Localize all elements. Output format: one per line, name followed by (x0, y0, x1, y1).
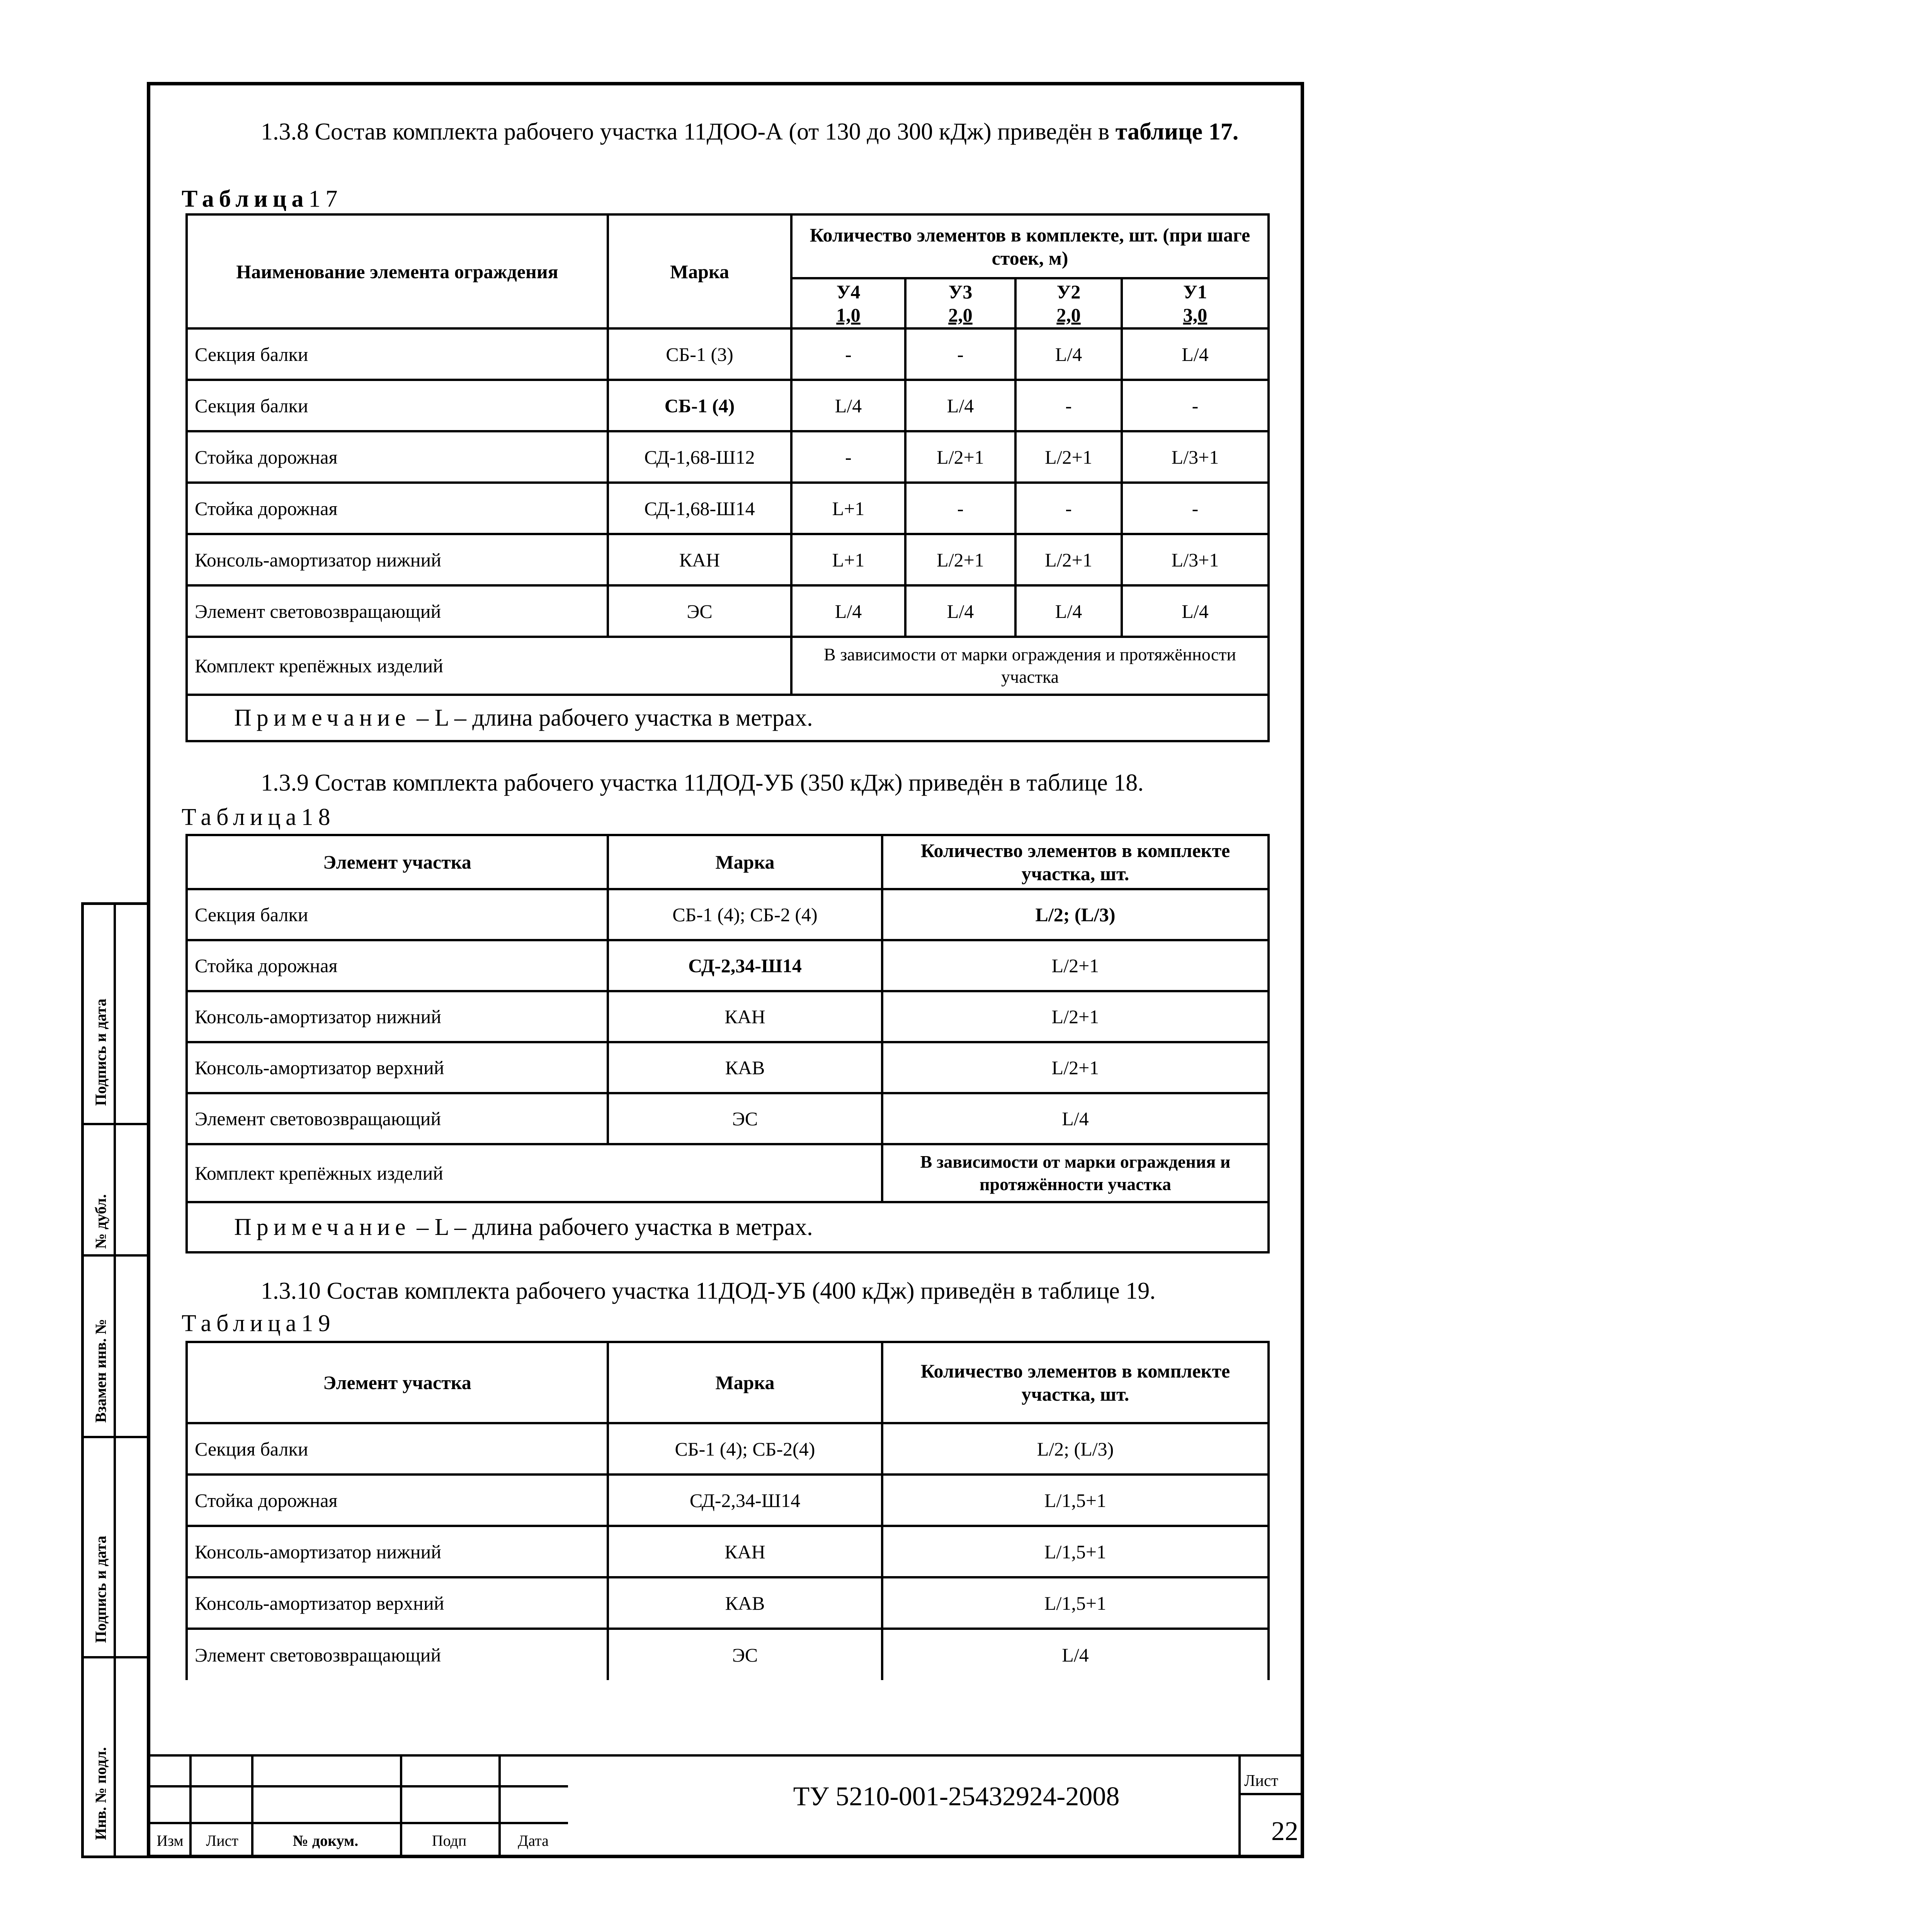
table-row: Консоль-амортизатор нижний КАН L/1,5+1 (187, 1526, 1269, 1577)
t17-header-qty: Количество элементов в комплекте, шт. (при шаге стоек, м) (791, 214, 1269, 278)
stamp-label: Подп (432, 1832, 467, 1849)
sheet-number: 22 (1271, 1816, 1298, 1846)
table-row: Элемент световозвращающий ЭС L/4 L/4 L/4 L/4 (187, 585, 1269, 637)
t17-col-head: У3 2,0 (905, 278, 1015, 328)
table-row: Секция балки СБ-1 (4); СБ-2(4) L/2; (L/3) (187, 1423, 1269, 1475)
table18-caption: Таблица18 (182, 804, 335, 830)
t19-header-mark: Марка (608, 1342, 882, 1423)
stamp-label: Дата (518, 1832, 549, 1849)
t17-header-name: Наименование элемента ограждения (187, 214, 608, 328)
table-18 (185, 834, 1270, 1253)
table-row: Стойка дорожная СД-1,68-Ш14 L+1 - - - (187, 483, 1269, 534)
table-row: Комплект крепёжных изделий В зависимости от марки ограждения и протяжённости участка (187, 1144, 1269, 1202)
t17-header-mark: Марка (608, 214, 791, 328)
sheet-label: Лист (1244, 1772, 1278, 1790)
table-19 (185, 1341, 1270, 1680)
table17-caption: Таблица17 (182, 186, 343, 212)
binding-strip (81, 902, 147, 1858)
section-1-3-10: 1.3.10 Состав комплекта рабочего участка 11ДОД-УБ (400 кДж) приведён в таблице 19. (261, 1278, 1156, 1304)
stamp-label: Изм (156, 1832, 184, 1849)
side-label-sign-date: Подпись и дата (92, 998, 109, 1106)
table-row: Секция балки СБ-1 (4); СБ-2 (4) L/2; (L/3) (187, 889, 1269, 940)
table-row: Консоль-амортизатор нижний КАН L+1 L/2+1 L/2+1 L/3+1 (187, 534, 1269, 585)
table-row: Секция балки СБ-1 (4) L/4 L/4 - - (187, 380, 1269, 431)
table-17 (185, 213, 1270, 742)
t17-col-head: У1 3,0 (1122, 278, 1269, 328)
table-row: Стойка дорожная СД-1,68-Ш12 - L/2+1 L/2+1 L/3+1 (187, 431, 1269, 483)
section-1-3-9: 1.3.9 Состав комплекта рабочего участка 11ДОД-УБ (350 кДж) приведён в таблице 18. (261, 770, 1144, 796)
side-label-inv-orig: Инв. № подл. (92, 1747, 109, 1840)
t18-header-qty: Количество элементов в комплекте участка, шт. (882, 835, 1269, 889)
stamp-label: Лист (206, 1832, 238, 1849)
side-label-dup-no: № дубл. (92, 1194, 109, 1249)
table-row: Комплект крепёжных изделий В зависимости от марки ограждения и протяжённости участка (187, 637, 1269, 695)
table-note: Примечание – L – длина рабочего участка в метрах. (187, 695, 1269, 741)
side-label-swap-inv: Взамен инв. № (92, 1319, 109, 1423)
table-row: Консоль-амортизатор верхний КАВ L/2+1 (187, 1042, 1269, 1093)
t19-header-qty: Количество элементов в комплекте участка, шт. (882, 1342, 1269, 1423)
t18-header-mark: Марка (608, 835, 882, 889)
table-row: Секция балки СБ-1 (3) - - L/4 L/4 (187, 328, 1269, 380)
t18-header-name: Элемент участка (187, 835, 608, 889)
section-1-3-8: 1.3.8 Состав комплекта рабочего участка 11ДОО-А (от 130 до 300 кДж) приведён в таблице 17. (261, 119, 1239, 145)
table-row: Стойка дорожная СД-2,34-Ш14 L/1,5+1 (187, 1475, 1269, 1526)
side-label-sign-date: Подпись и дата (92, 1536, 109, 1643)
t19-header-name: Элемент участка (187, 1342, 608, 1423)
t17-col-head: У2 2,0 (1015, 278, 1122, 328)
table-ref: таблице 17. (1115, 119, 1239, 145)
table-row: Элемент световозвращающий ЭС L/4 (187, 1629, 1269, 1680)
table-row: Консоль-амортизатор нижний КАН L/2+1 (187, 991, 1269, 1042)
table-row: Консоль-амортизатор верхний КАВ L/1,5+1 (187, 1577, 1269, 1629)
table19-caption: Таблица19 (182, 1310, 335, 1337)
t17-col-head: У4 1,0 (791, 278, 905, 328)
document-code: ТУ 5210-001-25432924-2008 (793, 1782, 1120, 1811)
table-row: Элемент световозвращающий ЭС L/4 (187, 1093, 1269, 1144)
table-row: Стойка дорожная СД-2,34-Ш14 L/2+1 (187, 940, 1269, 991)
stamp-label: № докум. (293, 1832, 359, 1849)
table-note: Примечание – L – длина рабочего участка в метрах. (187, 1202, 1269, 1252)
